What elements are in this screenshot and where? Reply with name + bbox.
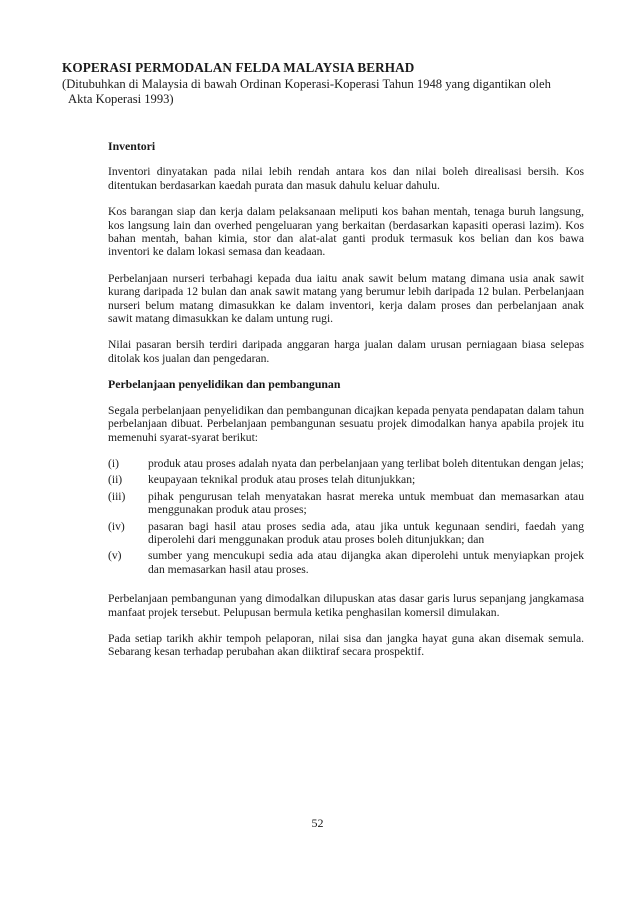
- conditions-list: [108, 457, 584, 576]
- list-item-text: keupayaan teknikal produk atau proses telah ditunjukkan;: [148, 473, 416, 487]
- page-number: 52: [311, 816, 324, 830]
- list-item: [108, 457, 584, 470]
- paragraph: Perbelanjaan pembangunan yang dimodalkan dilupuskan atas dasar garis lurus sepanjang jangkamasa manfaat projek tersebut. Pelupusan bermula ketika penghasilan komersil dimulakan.: [108, 592, 584, 619]
- list-item-number: (v): [108, 549, 122, 563]
- paragraph: Pada setiap tarikh akhir tempoh pelaporan, nilai sisa dan jangka hayat guna akan disemak semula. Sebarang kesan terhadap perubahan akan diiktiraf secara prospektif.: [108, 631, 584, 659]
- list-item-number: (i): [108, 456, 119, 470]
- list-item-text: produk atau proses adalah nyata dan perbelanjaan yang terlibat boleh ditentukan dengan jelas;: [148, 456, 584, 470]
- list-item-number: (ii): [108, 473, 123, 487]
- list-item-number: (iii): [108, 489, 126, 503]
- section-heading-inventori: Inventori: [108, 139, 156, 153]
- section-heading-penyelidikan: Perbelanjaan penyelidikan dan pembangunan: [108, 377, 341, 392]
- list-item: [108, 549, 584, 576]
- document-header: [62, 60, 602, 106]
- paragraph: Kos barangan siap dan kerja dalam pelaksanaan meliputi kos bahan mentah, tenaga buruh langsung, kos langsung lain dan overhed pengeluaran yang berkaitan (berdasarkan kapasiti operasi lazim). Kos bahan mentah, bahan kimia, stor dan alat-alat ganti produk termasuk kos belian dan kos bawa inventori ke dalam lokasi semasa dan keadaan.: [108, 205, 584, 259]
- list-item-text: pihak pengurusan telah menyatakan hasrat mereka untuk membuat dan memasarkan atau menggunakan produk atau proses;: [148, 489, 584, 517]
- list-item: [108, 473, 584, 486]
- organization-title: KOPERASI PERMODALAN FELDA MALAYSIA BERHAD: [62, 60, 415, 75]
- list-item: [108, 490, 584, 517]
- list-item: [108, 520, 584, 547]
- list-item-text: pasaran bagi hasil atau proses sedia ada, atau jika untuk kegunaan sendiri, faedah yang diperolehi dari menggunakan produk atau proses boleh ditunjukkan; dan: [148, 519, 584, 546]
- list-item-text: sumber yang mencukupi sedia ada atau dijangka akan diperolehi untuk menyiapkan projek dan memasarkan hasil atau proses.: [148, 549, 584, 576]
- paragraph: Nilai pasaran bersih terdiri daripada anggaran harga jualan dalam urusan perniagaan biasa selepas ditolak kos jualan dan pengedaran.: [108, 338, 584, 365]
- paragraph: Inventori dinyatakan pada nilai lebih rendah antara kos dan nilai boleh direalisasi bersih. Kos ditentukan berdasarkan kaedah purata dan masuk dahulu keluar dahulu.: [108, 165, 584, 192]
- subtitle-line-2: Akta Koperasi 1993): [68, 91, 174, 106]
- organization-subtitle: [62, 77, 602, 106]
- document-body: [108, 140, 584, 659]
- paragraph: Segala perbelanjaan penyelidikan dan pembangunan dicajkan kepada penyata pendapatan dalam tahun perbelanjaan dibuat. Perbelanjaan pembangunan sesuatu projek dimodalkan hanya apabila projek itu memenuhi syarat-syarat berikut:: [108, 403, 584, 444]
- subtitle-line-1: (Ditubuhkan di Malaysia di bawah Ordinan Koperasi-Koperasi Tahun 1948 yang digantikan oleh: [62, 77, 551, 91]
- list-item-number: (iv): [108, 519, 125, 533]
- paragraph: Perbelanjaan nurseri terbahagi kepada dua iaitu anak sawit belum matang dimana usia anak sawit kurang daripada 12 bulan dan anak sawit matang yang berumur lebih daripada 12 bulan. Perbelanjaan nurseri belum matang dimasukkan ke dalam inventori, kerja dalam proses dan perbelanjaan anak sawit matang dimasukkan ke dalam untung rugi.: [108, 271, 584, 326]
